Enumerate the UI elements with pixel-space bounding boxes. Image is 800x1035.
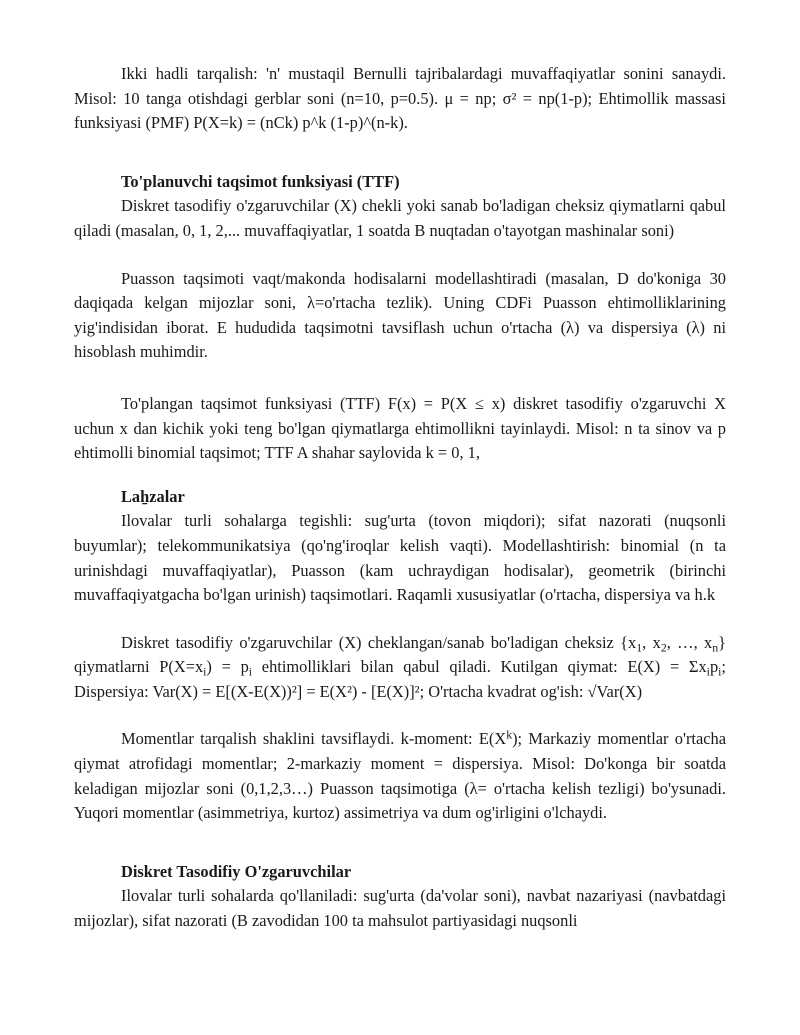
- document-page: [74, 62, 726, 934]
- spacer: [74, 244, 726, 267]
- paragraph-expected-value: Diskret tasodifiy o'zgaruvchilar (X) cheklangan/sanab bo'ladigan cheksiz {$x_1$, $x_2$, …, $x_n$} qiymatlarni $P(X=x_i) = p_i$ ehtimolliklari bilan qabul qiladi. Kutilgan qiymat: $E(X) = \Sigma x_ip_i$; Dispersiya: Var(X) = E[(X-E(X))²] = E(X²) - [E(X)]²; O'rtacha kvadrat og'ish: √Var(X): [74, 632, 727, 701]
- paragraph-discrete-values: Diskret tasodifiy o'zgaruvchilar (X) chekli yoki sanab bo'ladigan cheksiz qiymatlarni qabul qiladi (masalan, 0, 1, 2,... muvaffaqiyatlar, 1 soatda B nuqtadan o'tayotgan mashinalar soni): [74, 196, 726, 240]
- paragraph-applications-areas: Ilovalar turli sohalarda qo'llaniladi: sug'urta (da'volar soni), navbat nazariyasi (navbatdagi mijozlar), sifat nazorati (B zavodidan 100 ta mahsulot partiyasidagi nuqsonli: [74, 886, 726, 931]
- paragraph-binomial: Ikki hadli tarqalish: 'n' mustaqil Bernulli tajribalardagi muvaffaqiyatlar sonini sanaydi. Misol: 10 tanga otishdagi gerblar soni (n=10, p=0.5). μ = np; σ² = np(1-p); Ehtimollik massasi funksiyasi (PMF) P(X=k) = (nCk) p^k (1-p)^(n-k).: [74, 64, 726, 133]
- spacer: [74, 826, 726, 860]
- heading-cdf: To'planuvchi taqsimot funksiyasi (TTF): [121, 171, 400, 191]
- paragraph-cumulative-distribution: To'plangan taqsimot funksiyasi (TTF) F(x) = P(X ≤ x) diskret tasodifiy o'zgaruvchi X uchun x dan kichik yoki teng bo'lgan qiymatlarga ehtimollikni tayinlaydi. Misol: n ta sinov va p ehtimolli binomial taqsimot; TTF A shahar saylovida k = 0, 1,: [74, 393, 726, 463]
- paragraph-poisson: Puasson taqsimoti vaqt/makonda hodisalarni modellashtiradi (masalan, D do'koniga 30 daqiqada kelgan mijozlar soni, λ=o'rtacha tezlik). Uning CDFi Puasson ehtimolliklarining yig'indisidan iborat. E hududida taqsimotni tavsiflash uchun o'rtacha (λ) va dispersiya (λ) ni hisoblash muhimdir.: [74, 268, 726, 362]
- spacer: [74, 136, 726, 170]
- heading-moments: Laẖzalar: [121, 486, 185, 506]
- spacer: [74, 704, 726, 727]
- spacer: [74, 365, 726, 392]
- heading-discrete-random-variables: Diskret Tasodifiy O'zgaruvchilar: [121, 861, 352, 881]
- spacer: [74, 466, 726, 485]
- paragraph-applications: Ilovalar turli sohalarga tegishli: sug'urta (tovon miqdori); sifat nazorati (nuqsonli buyumlar); telekommunikatsiya (qo'ng'iroqlar kelish vaqti). Modellashtirish: binomial (n ta urinishdagi muvaffaqiyatlar), Puasson (kam uchraydigan hodisalar), geometrik (birinchi muvaffaqiyatgacha bo'lgan urinish) taqsimotlari. Raqamli xususiyatlar (o'rtacha, dispersiya va h.k: [74, 511, 726, 605]
- spacer: [74, 608, 726, 631]
- paragraph-moments: Momentlar tarqalish shaklini tavsiflaydi. k-moment: $E(X^k)$; Markaziy momentlar o'rtacha qiymat atrofidagi momentlar; 2-markaziy moment = dispersiya. Misol: Do'konga bir soatda keladigan mijozlar soni (0,1,2,3…) Puasson taqsimotiga (λ= o'rtacha kelish tezligi) bo'ysunadi. Yuqori momentlar (asimmetriya, kurtoz) assimetriya va dum og'irligini o'lchaydi.: [74, 728, 726, 823]
